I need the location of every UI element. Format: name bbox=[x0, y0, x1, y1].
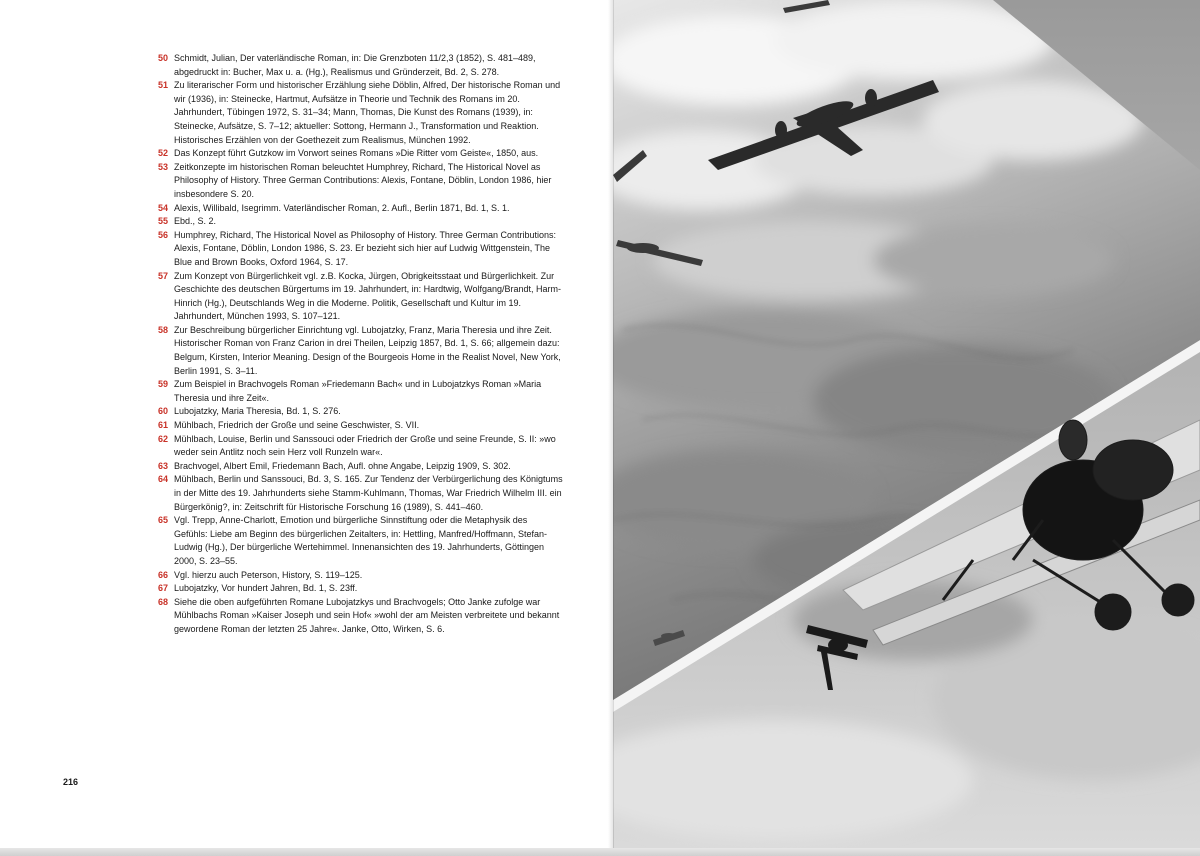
endnote-text: Zu literarischer Form und historischer Erzählung siehe Döblin, Alfred, Der historische Roman und wir (1936), in: Steinecke, Hartmut, Aufsätze in Theorie und Technik des Romans im 20. Jahrhundert, Tübingen 1972, S. 31–34; Mann, Thomas, Die Kunst des Romans (1939), in: Steinecke, Aufsätze, S. 7–12; aktueller: Sottong, Hermann J., Transformation und Reaktion. Historisches Erzählen von der Goethezeit zum Realismus, München 1992. bbox=[174, 80, 561, 145]
endnote bbox=[158, 229, 563, 270]
endnote-text: Vgl. hierzu auch Peterson, History, S. 119–125. bbox=[174, 569, 363, 580]
endnote bbox=[158, 514, 563, 568]
endnote bbox=[158, 419, 563, 433]
endnote-number: 65 bbox=[158, 515, 169, 526]
endnote bbox=[158, 202, 563, 216]
endnote bbox=[158, 460, 563, 474]
endnote bbox=[158, 79, 563, 147]
page-edge bbox=[0, 848, 1200, 856]
endnote-number: 56 bbox=[158, 229, 169, 240]
endnote bbox=[158, 324, 563, 378]
endnote bbox=[158, 596, 563, 637]
endnote-number: 62 bbox=[158, 433, 169, 444]
endnote bbox=[158, 378, 563, 405]
endnote-number: 50 bbox=[158, 53, 169, 63]
endnote bbox=[158, 405, 563, 419]
endnote-number: 61 bbox=[158, 420, 169, 431]
endnote bbox=[158, 270, 563, 324]
aircraft-photograph bbox=[613, 0, 1200, 848]
endnote-number: 60 bbox=[158, 406, 169, 417]
endnote-text: Zur Beschreibung bürgerlicher Einrichtung vgl. Lubojatzky, Franz, Maria Theresia und ihre Zeit. Historischer Roman von Franz Carion in drei Theilen, Leipzig 1857, Bd. 1, S. 66; allgemein dazu: Belgum, Kirsten, Interior Meaning. Design of the Bourgeois Home in the Realist Novel, New York, Berlin 1991, S. 3–11. bbox=[174, 324, 561, 376]
endnotes-list bbox=[158, 52, 563, 637]
endnote-number: 51 bbox=[158, 80, 169, 91]
endnote-number: 64 bbox=[158, 474, 169, 485]
endnote bbox=[158, 433, 563, 460]
page-number: 216 bbox=[63, 777, 79, 787]
endnote-text: Siehe die oben aufgeführten Romane Lubojatzkys und Brachvogels; Otto Janke zufolge war Mühlbachs Roman »Kaiser Joseph und sein Hof« »wohl der am Meisten verbreitete und bekannt gewordene Roman der letzten 25 Jahre«. Janke, Otto, Wirken, S. 6. bbox=[174, 596, 560, 634]
endnote-text: Zum Beispiel in Brachvogels Roman »Friedemann Bach« und in Lubojatzkys Roman »Maria Theresia und ihre Zeit«. bbox=[174, 379, 542, 403]
spine-shadow bbox=[608, 0, 614, 848]
endnote bbox=[158, 473, 563, 514]
endnote-text: Vgl. Trepp, Anne-Charlott, Emotion und bürgerliche Sinnstiftung oder die Metaphysik des Gefühls: Liebe am Beginn des bürgerlichen Zeitalters, in: Hettling, Manfred/Hoffmann, Stefan-Ludwig (Hg.), Der bürgerliche Wertehimmel. Innenansichten des 19. Jahrhunderts, Göttingen 2000, S. 23–55. bbox=[174, 515, 548, 566]
endnote-text: Mühlbach, Friedrich der Große und seine Geschwister, S. VII. bbox=[174, 420, 420, 431]
endnote-text: Mühlbach, Berlin und Sanssouci, Bd. 3, S. 165. Zur Tendenz der Verbürgerlichung des Königtums in der Mitte des 19. Jahrhunderts siehe Stamm-Kuhlmann, Thomas, War Friedrich Wilhelm III. ein Bürgerkönig?, in: Zeitschrift für Historische Forschung 16 (1989), S. 441–460. bbox=[174, 474, 563, 512]
endnote bbox=[158, 147, 563, 161]
endnote-number: 66 bbox=[158, 569, 169, 580]
photo-page bbox=[613, 0, 1200, 848]
endnote bbox=[158, 215, 563, 229]
endnote bbox=[158, 161, 563, 202]
endnote-number: 67 bbox=[158, 583, 169, 594]
endnote-text: Mühlbach, Louise, Berlin und Sanssouci oder Friedrich der Große und seine Freunde, S. II: »wo weder sein Antlitz noch sein Herz voll Runzeln war«. bbox=[174, 433, 556, 458]
endnote bbox=[158, 52, 563, 79]
endnote-text: Ebd., S. 2. bbox=[174, 216, 217, 227]
endnote-number: 58 bbox=[158, 324, 169, 335]
endnote-number: 63 bbox=[158, 460, 169, 471]
endnote-number: 55 bbox=[158, 216, 169, 227]
endnote-number: 54 bbox=[158, 202, 169, 213]
endnote-number: 52 bbox=[158, 148, 169, 159]
endnote-text: Brachvogel, Albert Emil, Friedemann Bach, Aufl. ohne Angabe, Leipzig 1909, S. 302. bbox=[174, 460, 511, 471]
endnote-text: Das Konzept führt Gutzkow im Vorwort seines Romans »Die Ritter vom Geiste«, 1850, aus. bbox=[174, 148, 539, 159]
endnote-text: Lubojatzky, Vor hundert Jahren, Bd. 1, S. 23ff. bbox=[174, 583, 358, 594]
endnote-text: Zum Konzept von Bürgerlichkeit vgl. z.B. Kocka, Jürgen, Obrigkeitsstaat und Bürgerlichkeit. Zur Geschichte des deutschen Bürgertums im 19. Jahrhundert, in: Hardtwig, Wolfgang/Brandt, Harm-Hinrich (Hg.), Deutschlands Weg in die Moderne. Politik, Gesellschaft und Kultur im 19. Jahrhundert, München 1993, S. 107–121. bbox=[174, 270, 562, 322]
endnote-text: Schmidt, Julian, Der vaterländische Roman, in: Die Grenzboten 11/2,3 (1852), S. 481–489, abgedruckt in: Bucher, Max u. a. (Hg.), Realismus und Gründerzeit, Bd. 2, S. 278. bbox=[174, 53, 536, 77]
endnote-text: Alexis, Willibald, Isegrimm. Vaterländischer Roman, 2. Aufl., Berlin 1871, Bd. 1, S. 1. bbox=[174, 202, 510, 213]
endnote-number: 68 bbox=[158, 596, 169, 607]
endnote-text: Humphrey, Richard, The Historical Novel as Philosophy of History. Three German Contributions: Alexis, Fontane, Döblin, London 1986, S. 23. Er bezieht sich hier auf Ludwig Wittgenstein, The Blue and Brown Books, Oxford 1964, S. 17. bbox=[174, 229, 556, 267]
endnote bbox=[158, 582, 563, 596]
endnote-text: Lubojatzky, Maria Theresia, Bd. 1, S. 276. bbox=[174, 406, 341, 417]
endnote-text: Zeitkonzepte im historischen Roman beleuchtet Humphrey, Richard, The Historical Novel as Philosophy of History. Three German Contributions: Alexis, Fontane, Döblin, London 1986, hier insbesondere S. 20. bbox=[174, 161, 552, 199]
endnote bbox=[158, 569, 563, 583]
endnote-number: 57 bbox=[158, 270, 169, 281]
endnote-number: 53 bbox=[158, 161, 169, 172]
endnote-number: 59 bbox=[158, 379, 169, 390]
